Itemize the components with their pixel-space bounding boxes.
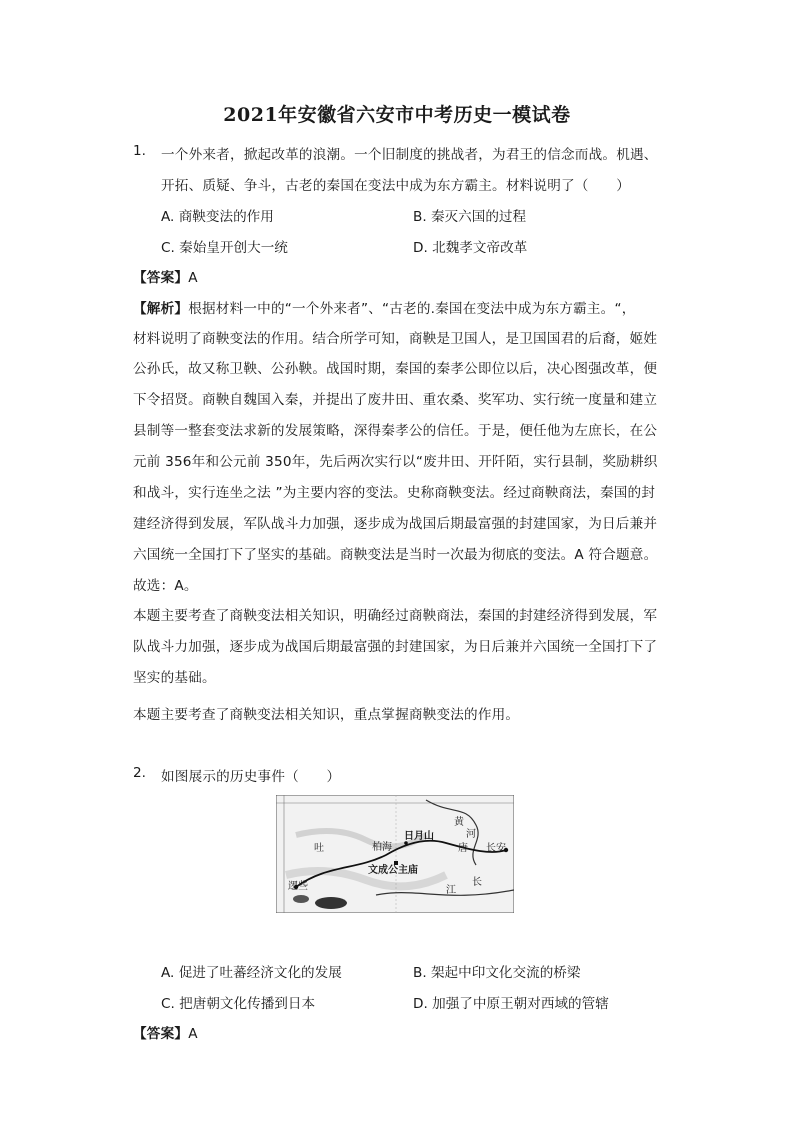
q1-analysis-line-12: 队战斗力加强，逐步成为战国后期最富强的封建国家，为日后兼并六国统一全国打下了: [133, 639, 658, 655]
page-title: 2021年安徽省六安市中考历史一模试卷: [223, 104, 571, 126]
map-label-riyueshan: 日月山: [404, 831, 434, 842]
q1-answer-value: A: [188, 270, 198, 286]
q1-option-c: C. 秦始皇开创大一统: [161, 240, 288, 256]
map-label-luoxie: 逻些: [288, 881, 308, 892]
q1-analysis-line-5: 县制等一整套变法求新的发展策略，深得秦孝公的信任。于是，便任他为左庶长，在公: [133, 423, 658, 439]
q2-stem: 如图展示的历史事件（ ）: [161, 769, 341, 785]
q2-number: 2.: [133, 765, 146, 781]
q2-option-b: B. 架起中印文化交流的桥梁: [413, 965, 581, 981]
q1-analysis-line-8: 建经济得到发展，军队战斗力加强，逐步成为战国后期最富强的封建国家，为日后兼并: [133, 516, 658, 532]
map-label-tang: 唐: [458, 843, 468, 854]
q1-stem-line-1: 一个外来者，掀起改革的浪潮。一个旧制度的挑战者，为君王的信念而战。机遇、: [161, 147, 658, 163]
q1-analysis-line-1: [133, 297, 636, 317]
q1-option-d: D. 北魏孝文帝改革: [413, 240, 528, 256]
q1-analysis-line-3: 公孙氏，故又称卫鞅、公孙鞅。战国时期，秦国的秦孝公即位以后，决心图强改革，便: [133, 361, 658, 377]
q1-answer: [133, 266, 198, 286]
map-label-he: 河: [466, 829, 476, 840]
q2-answer: [133, 1022, 198, 1042]
q1-analysis-line-14: 本题主要考查了商鞅变法相关知识，重点掌握商鞅变法的作用。: [133, 707, 520, 723]
map-label-huang: 黄: [454, 817, 464, 828]
q1-option-a: A. 商鞅变法的作用: [161, 209, 274, 225]
q2-option-a: A. 促进了吐蕃经济文化的发展: [161, 965, 342, 981]
q2-option-d: D. 加强了中原王朝对西域的管辖: [413, 996, 609, 1012]
q1-analysis-line-11: 本题主要考查了商鞅变法相关知识，明确经过商鞅商法，秦国的封建经济得到发展，军: [133, 608, 658, 624]
map-label-jiang: 江: [446, 885, 456, 896]
map-label-tu: 吐: [314, 843, 324, 854]
q1-option-b: B. 秦灭六国的过程: [413, 209, 527, 225]
q1-analysis-line-9: 六国统一全国打下了坚实的基础。商鞅变法是当时一次最为彻底的变法。A 符合题意。: [133, 547, 658, 563]
map-label-changan: 长安: [486, 843, 506, 854]
q1-analysis-line-10: 故选：A。: [133, 578, 198, 594]
q1-stem-line-2: 开拓、质疑、争斗，古老的秦国在变法中成为东方霸主。材料说明了（ ）: [161, 178, 630, 194]
map-label-temple: 文成公主庙: [368, 865, 418, 876]
q1-analysis-line-4: 下令招贤。商鞅自魏国入秦，并提出了废井田、重农桑、奖军功、实行统一度量和建立: [133, 392, 658, 408]
q1-analysis-line-7: 和战斗，实行连坐之法 ”为主要内容的变法。史称商鞅变法。经过商鞅商法，秦国的封: [133, 485, 656, 501]
q1-number: 1.: [133, 143, 146, 159]
q1-analysis-text-1: 根据材料一中的“一个外来者”、“古老的.秦国在变法中成为东方霸主。“，: [188, 301, 636, 317]
q1-analysis-label: 【解析】: [133, 301, 189, 317]
route-map: [276, 795, 514, 913]
q1-analysis-line-6: 元前 356年和公元前 350年，先后两次实行以“废井田、开阡陌，实行县制，奖励耕织: [133, 454, 658, 470]
q2-option-c: C. 把唐朝文化传播到日本: [161, 996, 316, 1012]
map-label-bohai: 柏海: [372, 842, 392, 853]
q1-analysis-line-2: 材料说明了商鞅变法的作用。结合所学可知，商鞅是卫国人，是卫国国君的后裔，姬姓: [133, 331, 658, 347]
q2-answer-value: A: [188, 1026, 198, 1042]
map-label-chang: 长: [472, 877, 482, 888]
q2-answer-label: 【答案】: [133, 1026, 189, 1042]
q1-answer-label: 【答案】: [133, 270, 189, 286]
q1-analysis-line-13: 坚实的基础。: [133, 670, 216, 686]
